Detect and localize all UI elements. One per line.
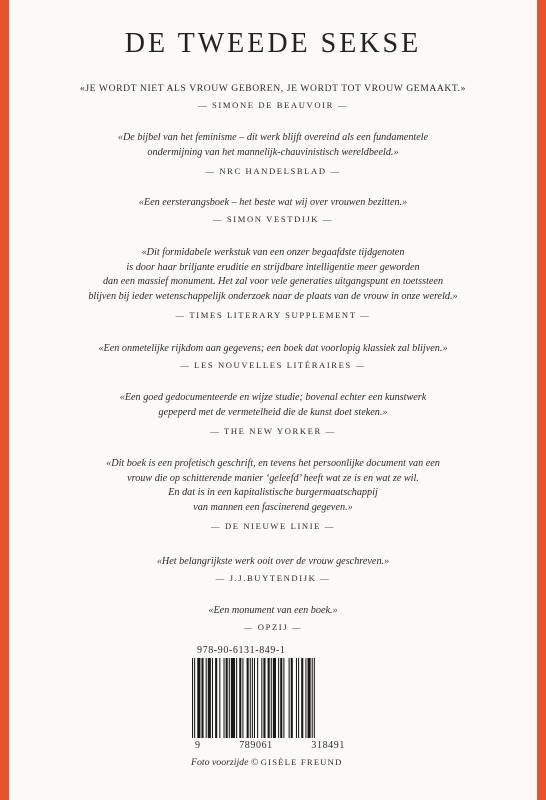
barcode-bar	[289, 658, 290, 738]
quote-line: «Het belangrijkste werk ooit over de vrouw geschreven.»	[156, 556, 390, 567]
quote-nrc	[9, 131, 537, 160]
quote-line: dan een massief monument. Het zal voor vele generaties uitgangspunt en toetssteen	[102, 276, 444, 288]
quote-nieuwe-linie	[9, 457, 537, 515]
barcode-bar	[231, 658, 235, 738]
barcode-bar	[254, 658, 255, 738]
barcode-bar	[208, 658, 211, 738]
quote-line: is door haar briljante eruditie en strijdbare intelligentie meer geworden	[126, 261, 420, 273]
barcode-bar	[301, 658, 303, 738]
barcode-bar	[239, 658, 241, 738]
quote-attribution: — OPZIJ —	[243, 622, 303, 632]
barcode-bar	[291, 658, 293, 738]
barcode-bar	[308, 658, 311, 738]
quote-attribution: — SIMONE DE BEAUVOIR —	[198, 100, 348, 110]
barcode-bar	[312, 658, 313, 738]
isbn-number: 978-90-6131-849-1	[197, 645, 286, 656]
barcode-bar	[271, 658, 272, 738]
quote-line: van mannen een fascinerend gegeven.»	[193, 501, 353, 513]
quote-line: ondermijning van het mannelijk-chauvinistisch wereldbeeld.»	[147, 146, 399, 158]
quote-attribution: — DE NIEUWE LINIE —	[211, 521, 335, 531]
barcode-digit-group: 9	[195, 740, 201, 751]
quote-line: gepeperd met de vermetelheid die de kunst doet steken.»	[158, 406, 388, 418]
barcode-bar	[201, 658, 203, 738]
quote-line: «Een monument van een boek.»	[208, 605, 338, 616]
quote-opzij	[9, 604, 537, 619]
quote-line: «Dit boek is een profetisch geschrift, en tevens het persoonlijke document van een	[106, 458, 440, 469]
quote-line: En dat is in een kapitalistische burgermaatschappij	[168, 487, 378, 499]
barcode-bar	[257, 658, 258, 738]
barcode-bar	[194, 658, 195, 738]
barcode-bar	[242, 658, 243, 738]
barcode-bar	[268, 658, 270, 738]
barcode-bar	[197, 658, 200, 738]
barcode-bar	[314, 658, 315, 738]
barcode-bar	[224, 658, 225, 738]
quote-vestdijk	[9, 196, 537, 211]
quote-line: «Een goed gedocumenteerde en wijze studie; bovenal echter een kunstwerk	[119, 392, 427, 403]
barcode-bar	[273, 658, 276, 738]
barcode-bar	[283, 658, 284, 738]
photo-credit-label: Foto voorzijde ©	[191, 757, 259, 768]
barcode-bar	[247, 658, 249, 738]
barcode-digits	[195, 740, 345, 751]
barcode-digit-group: 789061	[239, 740, 273, 751]
photo-credit	[191, 757, 343, 768]
barcode-bar	[305, 658, 306, 738]
barcode-bar	[212, 658, 213, 738]
quote-nouvelles-litteraires	[9, 342, 537, 357]
barcode-bar	[219, 658, 220, 738]
quote-line: «Een eersterangsboek – het beste wat wij over vrouwen bezitten.»	[138, 197, 408, 208]
quote-attribution: — NRC HANDELSBLAD —	[205, 166, 341, 176]
barcode-bar	[252, 658, 253, 738]
barcode-bar	[296, 658, 297, 738]
barcode-bar	[298, 658, 299, 738]
barcode-bar	[250, 658, 251, 738]
quote-line: «Een onmetelijke rijkdom aan gegevens; een boek dat voorlopig klassiek zal blijven.»	[98, 343, 448, 354]
quote-buytendijk	[9, 555, 537, 570]
quote-attribution: — THE NEW YORKER —	[210, 426, 336, 436]
barcode-bar	[278, 658, 279, 738]
quote-new-yorker	[9, 391, 537, 420]
quote-attribution: — SIMON VESTDIJK —	[212, 214, 334, 224]
barcode-bar	[236, 658, 237, 738]
photo-credit-name: GISÈLE FREUND	[260, 757, 343, 767]
quote-attribution: — J.J.BUYTENDIJK —	[215, 573, 331, 583]
barcode-bar	[215, 658, 217, 738]
barcode	[190, 658, 343, 738]
quote-line: «De bijbel van het feminisme – dit werk blijft overeind als een fundamentele	[117, 132, 429, 143]
quote-line: «Dit formidabele werkstuk van een onzer begaafdste tijdgenoten	[141, 247, 405, 258]
barcode-bar	[263, 658, 265, 738]
barcode-bar	[206, 658, 207, 738]
barcode-bar	[226, 658, 228, 738]
quote-attribution: — LES NOUVELLES LITÉRAIRES —	[180, 360, 366, 370]
quote-attribution: — TIMES LITERARY SUPPLEMENT —	[175, 310, 371, 320]
quote-line: «JE WORDT NIET ALS VROUW GEBOREN, JE WORDT TOT VROUW GEMAAKT.»	[79, 83, 467, 94]
barcode-bar	[261, 658, 262, 738]
barcode-digit-group: 318491	[311, 740, 345, 751]
barcode-bar	[280, 658, 282, 738]
quote-line: vrouw die op schitterende manier ‘geleefd’ heeft wat ze is en wat ze wil.	[127, 472, 419, 484]
quote-line: blijven bij ieder wetenschappelijk onderzoek naar de plaats van de vrouw in onze wereld.»	[88, 290, 458, 302]
quote-beauvoir	[9, 82, 537, 97]
quote-tls	[9, 246, 537, 304]
barcode-bar	[192, 658, 193, 738]
barcode-bar	[229, 658, 230, 738]
book-title: DE TWEEDE SEKSE	[124, 28, 422, 59]
